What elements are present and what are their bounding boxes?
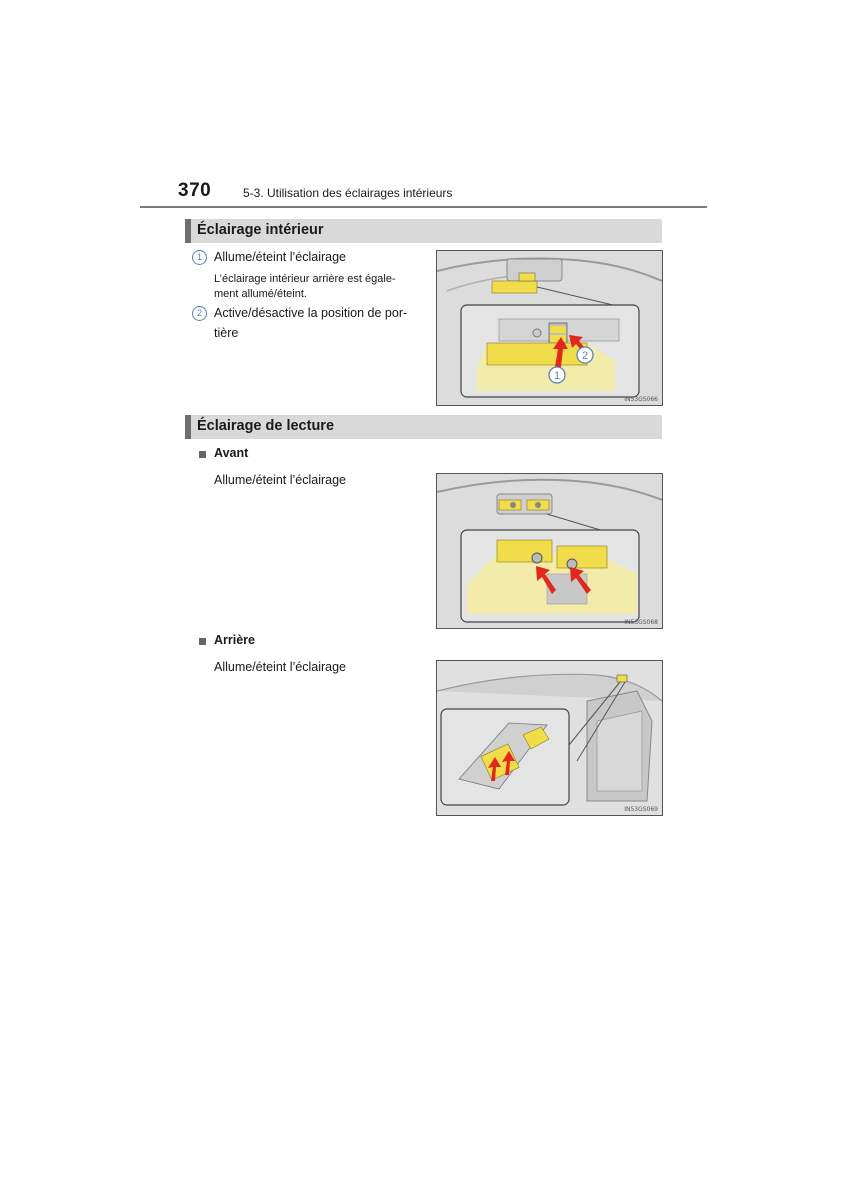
interior-light-illustration bbox=[437, 251, 662, 405]
section-title: Éclairage intérieur bbox=[197, 222, 324, 238]
item2-text-line1: Active/désactive la position de por- bbox=[214, 306, 408, 320]
item1-text: Allume/éteint l’éclairage bbox=[214, 250, 347, 264]
front-reading-light-illustration bbox=[437, 474, 662, 628]
section-heading-interior-light bbox=[185, 219, 662, 243]
item1-note-line2: ment allumé/éteint. bbox=[214, 288, 307, 300]
square-bullet bbox=[199, 451, 206, 458]
figure-code: IN53GS066 bbox=[624, 396, 658, 403]
page-number: 370 bbox=[178, 180, 212, 201]
square-bullet bbox=[199, 638, 206, 645]
callout-1: 1 bbox=[553, 370, 561, 382]
circled-number-1: 1 bbox=[192, 250, 207, 265]
section-title: Éclairage de lecture bbox=[197, 418, 335, 434]
item2-text-line2: tière bbox=[214, 326, 239, 340]
figure-interior-light bbox=[436, 250, 663, 406]
rear-reading-light-illustration bbox=[437, 661, 662, 815]
item1-note-line1: L’éclairage intérieur arrière est égale- bbox=[214, 273, 396, 285]
circled-number-2: 2 bbox=[192, 306, 207, 321]
header-rule bbox=[140, 206, 707, 208]
callout-2: 2 bbox=[581, 350, 589, 362]
running-title: 5-3. Utilisation des éclairages intérieurs bbox=[243, 186, 453, 200]
figure-code: IN53GS068 bbox=[624, 619, 658, 626]
subheading-rear: Arrière bbox=[214, 633, 255, 647]
section-heading-reading-light bbox=[185, 415, 662, 439]
figure-code: IN53GS069 bbox=[624, 806, 658, 813]
figure-front-reading-light bbox=[436, 473, 663, 629]
figure-rear-reading-light bbox=[436, 660, 663, 816]
subheading-front: Avant bbox=[214, 446, 249, 460]
front-text: Allume/éteint l’éclairage bbox=[214, 473, 347, 487]
rear-text: Allume/éteint l’éclairage bbox=[214, 660, 347, 674]
